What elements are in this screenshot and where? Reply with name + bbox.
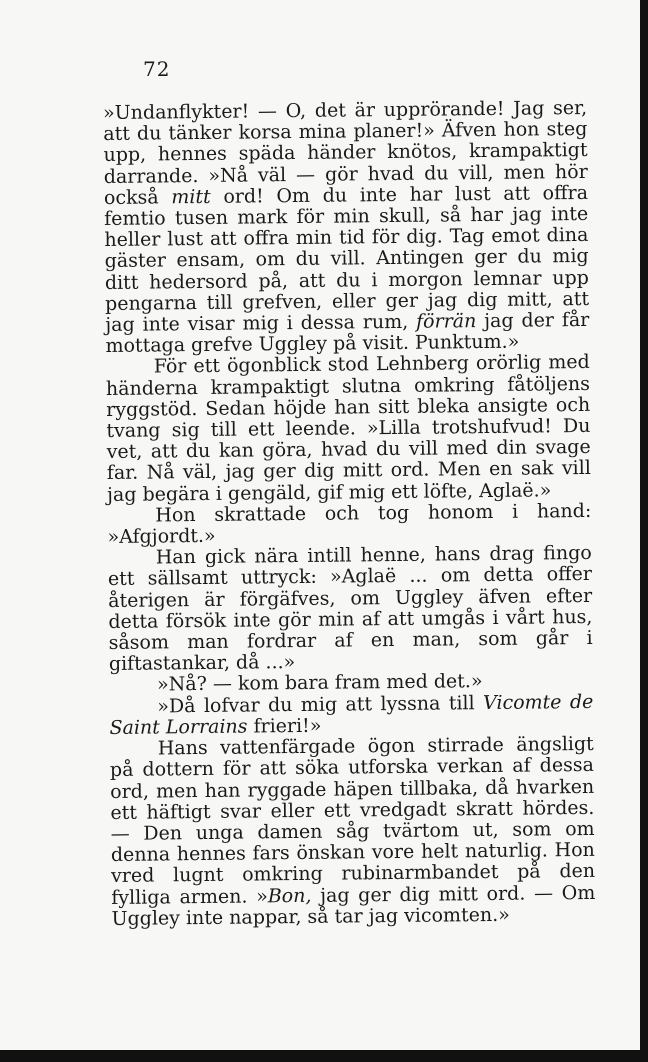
text-run: jag ger dig mitt ord. — Om Uggley inte nappar, så tar jag vicomten.»: [111, 881, 596, 930]
text-run: ord! Om du inte har lust att offra femtio tusen mark för min skull, så har jag inte heller lust att offra min tid för dig. Tag emot dina gäster ensam, om du vill. Antingen ger du mig ditt hedersord på, att du i morgon lemnar upp pengarna till grefven, eller ger jag dig mitt, att jag inte visar mig i dessa rum,: [104, 181, 590, 337]
text-run: För ett ögonblick stod Lehnberg orörlig med händerna krampaktigt slutna omkring fåtöljens ryggstöd. Sedan höjde han sitt bleka ansigte och tvang sig till ett leende. »Lilla trotshufvud! Du vet, att du kan göra, hvad du vill med din svage far. Nå väl, jag ger dig mitt ord. Men en sak vill jag begära i gengäld, gif mig ett löfte, Aglaë.»: [105, 351, 591, 506]
text-run: Hon skrattade och tog honom i hand: »Afgjordt.»: [107, 499, 592, 549]
text-run: »Nå? — kom bara fram med det.»: [156, 670, 483, 696]
paragraph: [108, 543, 593, 675]
scan-border-bottom: [0, 1050, 648, 1062]
text-run: jag der får mottaga grefve Uggley på visit. Punktum.»: [105, 308, 590, 358]
paragraph: [106, 352, 592, 505]
scan-border-right: [640, 0, 648, 1062]
text-run-italic: mitt: [171, 185, 211, 209]
page-number: 72: [143, 57, 171, 81]
text-run-italic: Bon,: [267, 884, 312, 907]
text-run: »Då lofvar du mig att lyssna till: [157, 691, 484, 718]
text-run-italic: Vicomte de Saint Lorrains: [109, 690, 594, 739]
paragraph: [103, 98, 590, 357]
text-run: Han gick nära intill henne, hans drag fingo ett sällsamt uttryck: »Aglaë ... om detta offer återigen är förgäfves, om Uggley äfven efter detta försök inte gör min af att umgås i vårt hus, såsom man fordrar af en man, som går i giftastankar, då ...»: [107, 542, 593, 676]
text-run: Hans vattenfärgade ögon stirrade ängsligt på dottern för att söka utforska verkan af dessa ord, men han ryggade häpen tillbaka, då hvarken ett häftigt svar eller ett vredgadt skratt hördes. — Den unga damen såg tvärtom ut, som om denna hennes fars önskan vore helt naturlig. Hon vred lugnt omkring rubinarmbandet på den fylliga armen. »: [109, 732, 596, 909]
paragraph: [109, 692, 593, 739]
body-text: [103, 98, 596, 930]
text-run: frieri!»: [247, 714, 322, 738]
text-run: »Undanflykter! — O, det är upprörande! Jag ser, att du tänker korsa mina planer!» Äfven hon steg upp, hennes späda händer knötos, krampaktigt darrande. »Nå väl — gör hvad du vill, men hör också: [102, 96, 588, 209]
paragraph: [110, 734, 596, 930]
text-run-italic: förrän: [415, 310, 477, 333]
paragraph: [107, 501, 591, 548]
